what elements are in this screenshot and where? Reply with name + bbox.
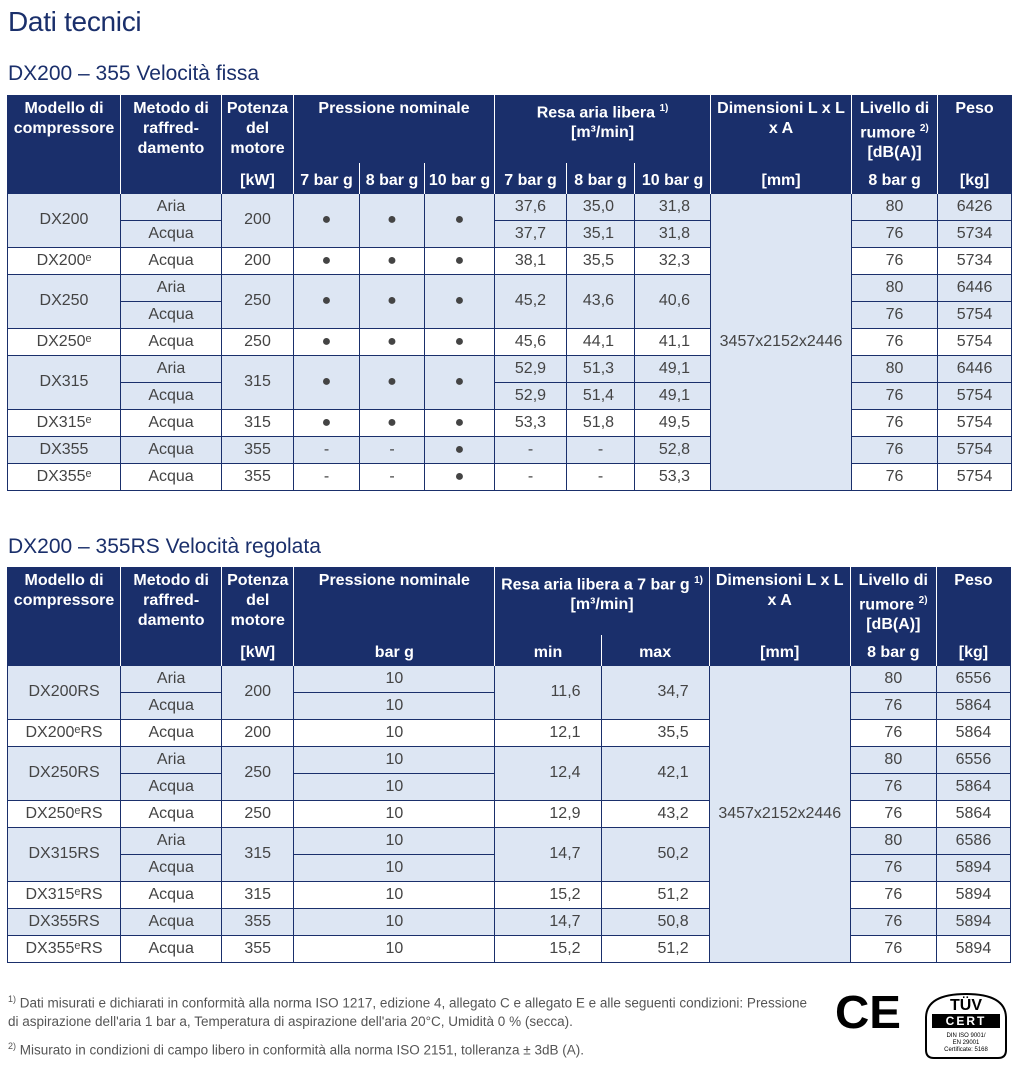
- flow-r10-cell: 31,8: [635, 220, 711, 247]
- power-cell: 250: [222, 328, 294, 355]
- model-cell: DX355ᵉ: [8, 463, 121, 490]
- header-potenza-unit: [kW]: [222, 635, 294, 665]
- table-row: [8, 247, 1012, 274]
- flow-max-cell: 51,2: [601, 935, 709, 962]
- header-metodo: Metodo di raffred- damento: [121, 95, 222, 163]
- table-row: [8, 409, 1012, 436]
- flow-max-cell: 50,8: [601, 908, 709, 935]
- header-peso-unit: [kg]: [938, 163, 1012, 193]
- weight-cell: 6586: [936, 827, 1010, 854]
- tuv-line-2: EN 29001: [952, 1040, 980, 1046]
- pressure-cell: 10: [294, 719, 495, 746]
- header-resa-unit: [m³/min]: [570, 596, 634, 614]
- weight-cell: 5864: [936, 773, 1010, 800]
- pressure-cell: 10: [294, 773, 495, 800]
- ce-mark-text: CE: [835, 988, 901, 1034]
- model-cell: DX250ᵉ: [8, 328, 121, 355]
- pressure-p10-cell: ●: [425, 328, 495, 355]
- power-cell: 250: [222, 746, 294, 800]
- weight-cell: 6556: [936, 746, 1010, 773]
- table-row: [8, 274, 1012, 301]
- header-modello: Modello di compressore: [8, 95, 121, 163]
- header-resa-label: Resa aria libera a 7 bar g: [501, 576, 690, 594]
- weight-cell: 5754: [938, 409, 1012, 436]
- flow-r8-cell: 35,1: [567, 220, 635, 247]
- noise-cell: 76: [850, 908, 936, 935]
- flow-min-cell: 12,1: [495, 719, 601, 746]
- header-dim-unit: [mm]: [711, 163, 852, 193]
- model-cell: DX200RS: [8, 665, 121, 719]
- flow-r10-cell: 52,8: [635, 436, 711, 463]
- header-p7: 7 bar g: [294, 163, 360, 193]
- power-cell: 355: [222, 463, 294, 490]
- flow-max-cell: 42,1: [601, 746, 709, 800]
- pressure-p7-cell: ●: [294, 355, 360, 409]
- table-row: [8, 719, 1011, 746]
- header-livello-footnote-mark: 2): [919, 123, 929, 134]
- weight-cell: 5754: [938, 463, 1012, 490]
- pressure-p8-cell: ●: [360, 328, 425, 355]
- header-dimensioni: Dimensioni L x L x A: [709, 567, 850, 635]
- pressure-cell: 10: [294, 854, 495, 881]
- pressure-p8-cell: ●: [360, 247, 425, 274]
- model-cell: DX200: [8, 193, 121, 247]
- header-peso-unit: [kg]: [936, 635, 1010, 665]
- weight-cell: 5864: [936, 692, 1010, 719]
- weight-cell: 5894: [936, 908, 1010, 935]
- pressure-p8-cell: ●: [360, 409, 425, 436]
- header-livello-label: Livello di rumore: [859, 100, 930, 142]
- model-cell: DX250ᵉRS: [8, 800, 121, 827]
- flow-r10-cell: 49,1: [635, 355, 711, 382]
- weight-cell: 5754: [938, 436, 1012, 463]
- header-livello-footnote-mark: 2): [918, 595, 928, 606]
- pressure-p10-cell: ●: [425, 436, 495, 463]
- header-metodo-sub: [121, 163, 222, 193]
- pressure-cell: 10: [294, 800, 495, 827]
- header-resa-unit: [m³/min]: [570, 124, 635, 142]
- header-livello: [852, 95, 938, 163]
- power-cell: 315: [222, 355, 294, 409]
- pressure-p10-cell: ●: [425, 247, 495, 274]
- weight-cell: 5864: [936, 719, 1010, 746]
- weight-cell: 5754: [938, 382, 1012, 409]
- noise-cell: 76: [852, 301, 938, 328]
- cooling-cell: Acqua: [121, 409, 222, 436]
- header-resa: [495, 567, 709, 635]
- header-p10: 10 bar g: [425, 163, 495, 193]
- pressure-p7-cell: -: [294, 463, 360, 490]
- tuv-line-3: Certificate: 5168: [944, 1047, 988, 1053]
- cooling-cell: Acqua: [121, 463, 222, 490]
- power-cell: 315: [222, 827, 294, 881]
- noise-cell: 80: [852, 193, 938, 220]
- table-row: [8, 463, 1012, 490]
- table-row: [8, 908, 1011, 935]
- weight-cell: 5754: [938, 301, 1012, 328]
- dimensions-cell: 3457x2152x2446: [709, 665, 850, 962]
- header-livello-label: Livello di rumore: [858, 572, 928, 614]
- noise-cell: 76: [852, 409, 938, 436]
- cooling-cell: Acqua: [121, 382, 222, 409]
- header-potenza-unit: [kW]: [222, 163, 294, 193]
- flow-max-cell: 34,7: [601, 665, 709, 719]
- model-cell: DX315ᵉ: [8, 409, 121, 436]
- model-cell: DX250: [8, 274, 121, 328]
- model-cell: DX355ᵉRS: [8, 935, 121, 962]
- cooling-cell: Acqua: [121, 220, 222, 247]
- table-row: [8, 935, 1011, 962]
- cooling-cell: Acqua: [121, 692, 222, 719]
- flow-r7-cell: 53,3: [495, 409, 567, 436]
- table-row: [8, 382, 1012, 409]
- footnote-1: [8, 990, 808, 1031]
- pressure-p7-cell: ●: [294, 328, 360, 355]
- flow-r10-cell: 32,3: [635, 247, 711, 274]
- pressure-cell: 10: [294, 665, 495, 692]
- pressure-p10-cell: ●: [425, 274, 495, 328]
- ce-mark-logo: [835, 988, 903, 1034]
- flow-r7-cell: 52,9: [495, 355, 567, 382]
- noise-cell: 76: [852, 436, 938, 463]
- footnote-2-mark: 2): [8, 1040, 17, 1051]
- header-resa-footnote-mark: 1): [659, 103, 669, 114]
- power-cell: 315: [222, 881, 294, 908]
- flow-r10-cell: 49,1: [635, 382, 711, 409]
- weight-cell: 5734: [938, 220, 1012, 247]
- noise-cell: 80: [852, 274, 938, 301]
- pressure-cell: 10: [294, 935, 495, 962]
- footnotes: [8, 990, 808, 1065]
- header-peso: Peso: [938, 95, 1012, 163]
- flow-min-cell: 12,4: [495, 746, 601, 800]
- header-resa-footnote-mark: 1): [694, 575, 703, 586]
- fixed-speed-section-title: DX200 – 355 Velocità fissa: [8, 62, 259, 85]
- model-cell: DX315RS: [8, 827, 121, 881]
- flow-r8-cell: 51,8: [567, 409, 635, 436]
- table-row: [8, 746, 1011, 773]
- header-pressione: Pressione nominale: [294, 567, 495, 635]
- table-row: [8, 800, 1011, 827]
- header-metodo-sub: [121, 635, 222, 665]
- flow-r7-cell: 45,6: [495, 328, 567, 355]
- flow-max-cell: 50,2: [601, 827, 709, 881]
- page-title: Dati tecnici: [8, 6, 142, 37]
- flow-r10-cell: 40,6: [635, 274, 711, 328]
- table-row: [8, 328, 1012, 355]
- power-cell: 200: [222, 665, 294, 719]
- pressure-cell: 10: [294, 881, 495, 908]
- model-cell: DX250RS: [8, 746, 121, 800]
- header-livello-sub: 8 bar g: [852, 163, 938, 193]
- cooling-cell: Acqua: [121, 301, 222, 328]
- pressure-cell: 10: [294, 908, 495, 935]
- header-modello: Modello di compressore: [8, 567, 121, 635]
- pressure-p8-cell: -: [360, 436, 425, 463]
- pressure-p8-cell: ●: [360, 355, 425, 409]
- table-row: [8, 665, 1011, 692]
- header-pressione: Pressione nominale: [294, 95, 495, 163]
- cooling-cell: Acqua: [121, 881, 222, 908]
- tuv-top-text: TÜV: [950, 997, 982, 1014]
- flow-max-cell: 43,2: [601, 800, 709, 827]
- pressure-p7-cell: -: [294, 436, 360, 463]
- weight-cell: 5894: [936, 881, 1010, 908]
- noise-cell: 76: [852, 247, 938, 274]
- flow-r10-cell: 53,3: [635, 463, 711, 490]
- noise-cell: 76: [852, 328, 938, 355]
- pressure-p10-cell: ●: [425, 463, 495, 490]
- table-row: [8, 827, 1011, 854]
- power-cell: 315: [222, 409, 294, 436]
- power-cell: 250: [222, 274, 294, 328]
- flow-r8-cell: 35,5: [567, 247, 635, 274]
- flow-r7-cell: -: [495, 436, 567, 463]
- pressure-p7-cell: ●: [294, 274, 360, 328]
- weight-cell: 6556: [936, 665, 1010, 692]
- table-row: [8, 220, 1012, 247]
- table-row: [8, 436, 1012, 463]
- flow-min-cell: 14,7: [495, 908, 601, 935]
- table-row: [8, 881, 1011, 908]
- pressure-cell: 10: [294, 746, 495, 773]
- flow-min-cell: 15,2: [495, 935, 601, 962]
- noise-cell: 76: [850, 854, 936, 881]
- header-dimensioni: Dimensioni L x L x A: [711, 95, 852, 163]
- noise-cell: 76: [850, 881, 936, 908]
- header-livello-sub: 8 bar g: [850, 635, 936, 665]
- flow-max-cell: 35,5: [601, 719, 709, 746]
- flow-min-cell: 12,9: [495, 800, 601, 827]
- cooling-cell: Aria: [121, 665, 222, 692]
- header-min: min: [495, 635, 601, 665]
- flow-r7-cell: -: [495, 463, 567, 490]
- header-livello-unit: [dB(A)]: [867, 144, 922, 162]
- flow-r10-cell: 41,1: [635, 328, 711, 355]
- flow-r8-cell: 35,0: [567, 193, 635, 220]
- header-livello-unit: [dB(A)]: [866, 616, 921, 634]
- cooling-cell: Aria: [121, 827, 222, 854]
- cooling-cell: Acqua: [121, 247, 222, 274]
- tuv-cert-logo: [918, 988, 1014, 1060]
- flow-min-cell: 14,7: [495, 827, 601, 881]
- weight-cell: 5864: [936, 800, 1010, 827]
- cooling-cell: Aria: [121, 746, 222, 773]
- cooling-cell: Acqua: [121, 908, 222, 935]
- flow-r7-cell: 37,7: [495, 220, 567, 247]
- noise-cell: 76: [850, 935, 936, 962]
- noise-cell: 76: [850, 719, 936, 746]
- cooling-cell: Acqua: [121, 328, 222, 355]
- power-cell: 200: [222, 247, 294, 274]
- variable-speed-spec-table: [7, 567, 1011, 963]
- pressure-p7-cell: ●: [294, 409, 360, 436]
- flow-r8-cell: 51,4: [567, 382, 635, 409]
- footnote-2-text: Misurato in condizioni di campo libero in conformità alla norma ISO 2151, tolleranza ± 3dB (A).: [19, 1042, 584, 1057]
- weight-cell: 5894: [936, 935, 1010, 962]
- table-row: [8, 355, 1012, 382]
- header-peso: Peso: [936, 567, 1010, 635]
- tuv-line-1: DIN ISO 9001/: [946, 1033, 986, 1039]
- footnote-1-text: Dati misurati e dichiarati in conformità alla norma ISO 1217, edizione 4, allegato C e allegato E e alle seguenti condizioni: Pressione di aspirazione dell'aria 1 bar a, Temperatura di aspirazione dell'aria 20°C, Umidità 0 % (secca).: [8, 995, 807, 1029]
- cooling-cell: Acqua: [121, 773, 222, 800]
- header-r8: 8 bar g: [567, 163, 635, 193]
- weight-cell: 5894: [936, 854, 1010, 881]
- noise-cell: 80: [852, 355, 938, 382]
- power-cell: 355: [222, 935, 294, 962]
- power-cell: 200: [222, 193, 294, 247]
- header-potenza: Potenza del motore: [222, 95, 294, 163]
- header-metodo: Metodo di raffred- damento: [121, 567, 222, 635]
- weight-cell: 6446: [938, 274, 1012, 301]
- flow-max-cell: 51,2: [601, 881, 709, 908]
- pressure-p7-cell: ●: [294, 193, 360, 247]
- header-dim-unit: [mm]: [709, 635, 850, 665]
- power-cell: 200: [222, 719, 294, 746]
- model-cell: DX200ᵉ: [8, 247, 121, 274]
- noise-cell: 76: [850, 773, 936, 800]
- model-cell: DX200ᵉRS: [8, 719, 121, 746]
- header-max: max: [601, 635, 709, 665]
- pressure-p10-cell: ●: [425, 193, 495, 247]
- header-resa: [495, 95, 711, 163]
- tuv-cert-text: CERT: [945, 1014, 987, 1028]
- flow-r7-cell: 37,6: [495, 193, 567, 220]
- footnote-2: [8, 1037, 808, 1060]
- pressure-p7-cell: ●: [294, 247, 360, 274]
- noise-cell: 80: [850, 665, 936, 692]
- cooling-cell: Acqua: [121, 800, 222, 827]
- flow-r7-cell: 38,1: [495, 247, 567, 274]
- header-p8: 8 bar g: [360, 163, 425, 193]
- cooling-cell: Acqua: [121, 854, 222, 881]
- model-cell: DX315ᵉRS: [8, 881, 121, 908]
- flow-r8-cell: -: [567, 463, 635, 490]
- weight-cell: 6446: [938, 355, 1012, 382]
- cooling-cell: Aria: [121, 193, 222, 220]
- weight-cell: 6426: [938, 193, 1012, 220]
- flow-r8-cell: -: [567, 436, 635, 463]
- model-cell: DX355RS: [8, 908, 121, 935]
- flow-r8-cell: 44,1: [567, 328, 635, 355]
- power-cell: 355: [222, 436, 294, 463]
- power-cell: 250: [222, 800, 294, 827]
- noise-cell: 76: [850, 692, 936, 719]
- model-cell: DX355: [8, 436, 121, 463]
- noise-cell: 80: [850, 746, 936, 773]
- pressure-p10-cell: ●: [425, 409, 495, 436]
- pressure-p10-cell: ●: [425, 355, 495, 409]
- header-modello-sub: [8, 163, 121, 193]
- noise-cell: 76: [852, 382, 938, 409]
- noise-cell: 76: [852, 220, 938, 247]
- cooling-cell: Aria: [121, 355, 222, 382]
- header-livello: [850, 567, 936, 635]
- noise-cell: 80: [850, 827, 936, 854]
- header-resa-label: Resa aria libera: [536, 104, 655, 122]
- variable-speed-section-title: DX200 – 355RS Velocità regolata: [8, 535, 321, 558]
- header-r10: 10 bar g: [635, 163, 711, 193]
- flow-r10-cell: 31,8: [635, 193, 711, 220]
- flow-r7-cell: 52,9: [495, 382, 567, 409]
- flow-r8-cell: 51,3: [567, 355, 635, 382]
- table-row: [8, 193, 1012, 220]
- weight-cell: 5734: [938, 247, 1012, 274]
- noise-cell: 76: [850, 800, 936, 827]
- model-cell: DX315: [8, 355, 121, 409]
- header-r7: 7 bar g: [495, 163, 567, 193]
- pressure-cell: 10: [294, 827, 495, 854]
- weight-cell: 5754: [938, 328, 1012, 355]
- cooling-cell: Acqua: [121, 719, 222, 746]
- flow-r10-cell: 49,5: [635, 409, 711, 436]
- header-pressione-unit: bar g: [294, 635, 495, 665]
- pressure-p8-cell: ●: [360, 193, 425, 247]
- noise-cell: 76: [852, 463, 938, 490]
- pressure-p8-cell: ●: [360, 274, 425, 328]
- power-cell: 355: [222, 908, 294, 935]
- flow-min-cell: 15,2: [495, 881, 601, 908]
- cooling-cell: Acqua: [121, 436, 222, 463]
- cooling-cell: Aria: [121, 274, 222, 301]
- header-modello-sub: [8, 635, 121, 665]
- footnote-1-mark: 1): [8, 994, 17, 1004]
- pressure-p8-cell: -: [360, 463, 425, 490]
- flow-r7-cell: 45,2: [495, 274, 567, 328]
- dimensions-cell: 3457x2152x2446: [711, 193, 852, 490]
- cooling-cell: Acqua: [121, 935, 222, 962]
- fixed-speed-spec-table: [7, 95, 1012, 491]
- header-potenza: Potenza del motore: [222, 567, 294, 635]
- pressure-cell: 10: [294, 692, 495, 719]
- flow-r8-cell: 43,6: [567, 274, 635, 328]
- flow-min-cell: 11,6: [495, 665, 601, 719]
